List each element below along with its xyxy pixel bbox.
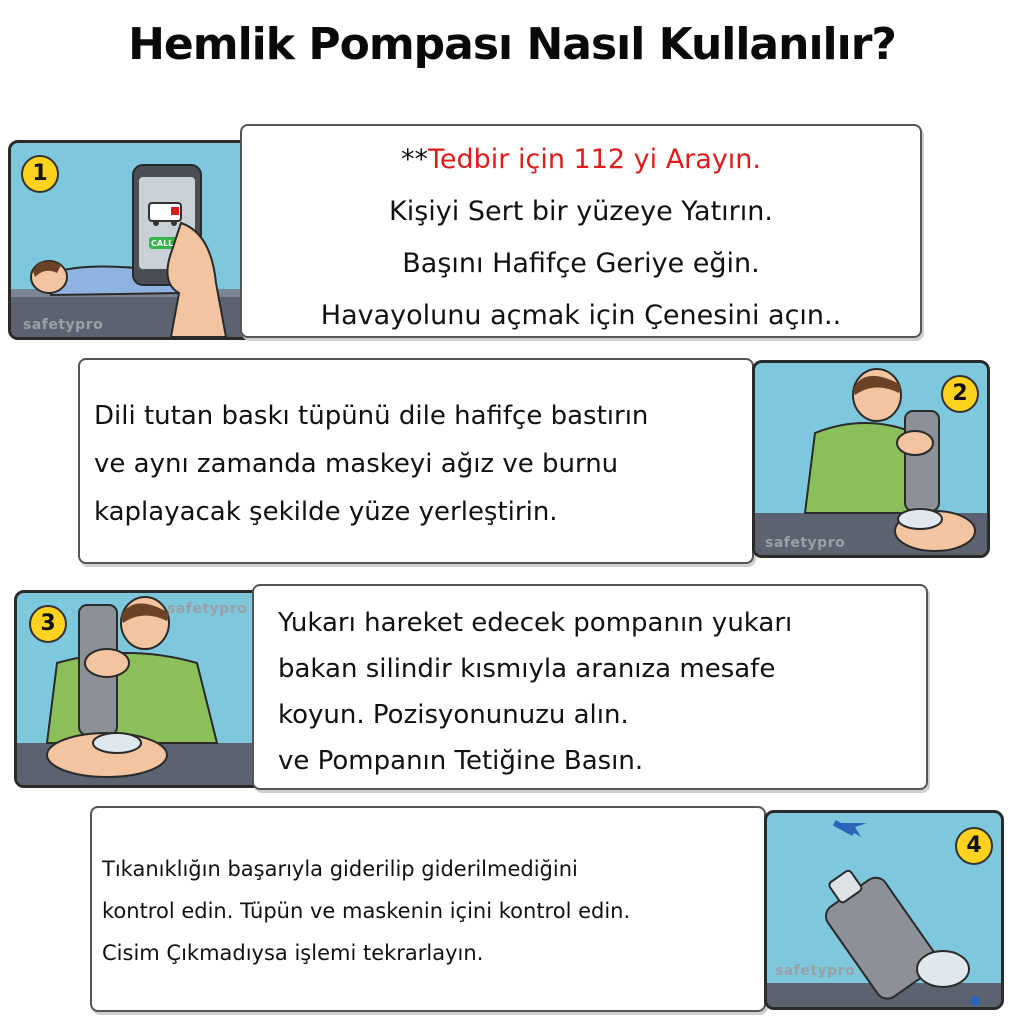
safetypro-logo: safetypro [23, 317, 104, 333]
step-3-line: Yukarı hareket edecek pompanın yukarı [278, 608, 793, 638]
step-3-line: koyun. Pozisyonunuzu alın. [278, 700, 629, 730]
safetypro-logo: safetypro [765, 535, 846, 551]
phone-call-label: CALL [151, 239, 174, 248]
step-4-illustration [764, 810, 1004, 1010]
step-2-line: kaplayacak şekilde yüze yerleştirin. [94, 497, 558, 527]
page-title: Hemlik Pompası Nasıl Kullanılır? [128, 19, 896, 70]
safetypro-logo: safetypro [775, 963, 856, 979]
step-3-badge: 3 [29, 605, 67, 643]
step-4-badge: 4 [955, 827, 993, 865]
step-2-line: Dili tutan baskı tüpünü dile hafifçe bastırın [94, 401, 649, 431]
warning-text: Tedbir için 112 yi Arayın. [428, 144, 761, 175]
step-4-text [90, 806, 766, 1012]
step-2-line: ve aynı zamanda maskeyi ağız ve burnu [94, 449, 619, 479]
step-1-badge: 1 [21, 155, 59, 193]
step-3-line: ve Pompanın Tetiğine Basın. [278, 746, 644, 776]
step-4-line: kontrol edin. Tüpün ve maskenin içini kontrol edin. [102, 899, 631, 923]
step-1-text [240, 124, 922, 338]
step-1-line: Kişiyi Sert bir yüzeye Yatırın. [389, 196, 773, 227]
step-3-illustration [14, 590, 264, 788]
step-1-line: Başını Hafifçe Geriye eğin. [402, 248, 760, 279]
step-1-illustration [8, 140, 260, 340]
safetypro-logo: safetypro [167, 601, 248, 617]
step-1-line: Havayolunu açmak için Çenesini açın.. [320, 300, 842, 331]
step-4-line: Tıkanıklığın başarıyla giderilip giderilmediğini [102, 857, 578, 881]
step-4-line: Cisim Çıkmadıysa işlemi tekrarlayın. [102, 941, 484, 965]
step-3-text [252, 584, 928, 790]
step-2-badge: 2 [941, 375, 979, 413]
step-2-illustration [752, 360, 990, 558]
step-2-text [78, 358, 754, 564]
step-1-warning [242, 134, 920, 186]
warning-prefix: ** [401, 144, 428, 175]
step-3-line: bakan silindir kısmıyla aranıza mesafe [278, 654, 776, 684]
